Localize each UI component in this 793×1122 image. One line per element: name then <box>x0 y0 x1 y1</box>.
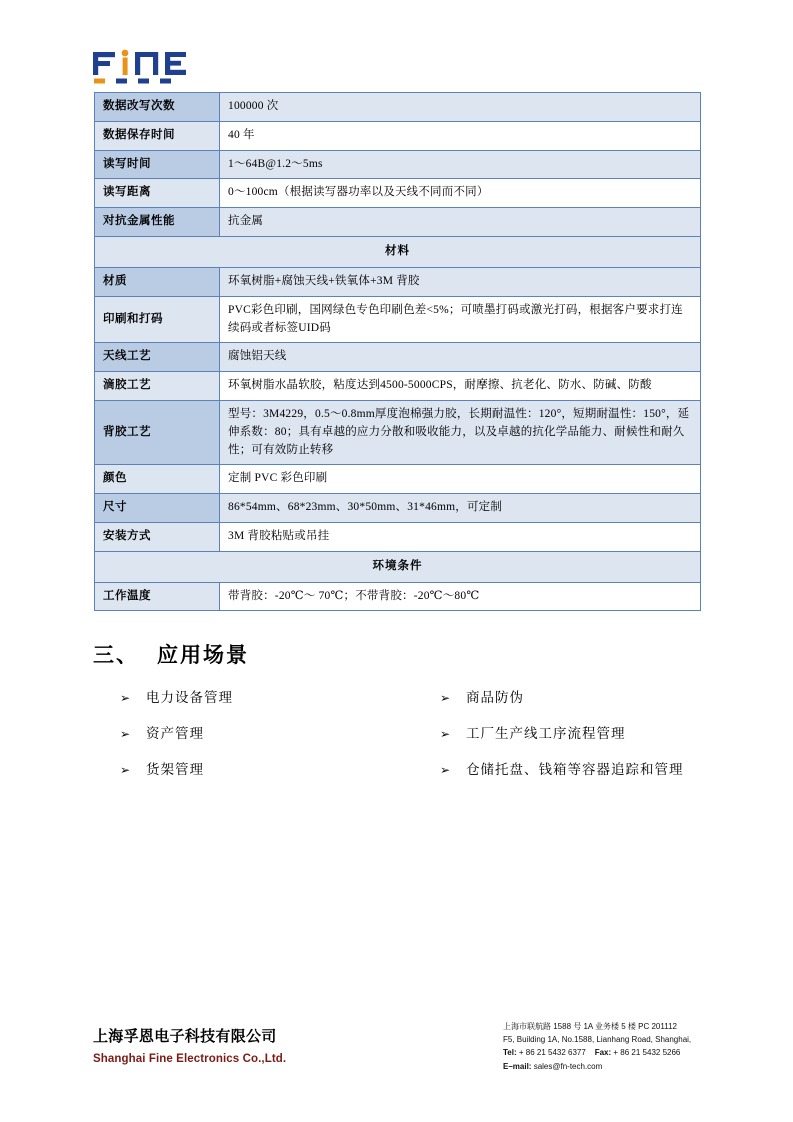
spec-value: 环氧树脂+腐蚀天线+铁氧体+3M 背胶 <box>220 267 701 296</box>
table-section-header <box>95 237 701 268</box>
tel-label: Tel: <box>503 1048 517 1058</box>
spec-value: PVC彩色印刷，国网绿色专色印刷色差<5%；可喷墨打码或激光打码，根据客户要求打连续码或者标签UID码 <box>220 296 701 343</box>
email-value: sales@fn-tech.com <box>533 1061 603 1071</box>
footer-email-line <box>503 1060 691 1073</box>
section-number: 三、 <box>93 643 139 667</box>
spec-value: 带背胶：-20℃～ 70℃；不带背胶：-20℃～80℃ <box>220 582 701 611</box>
spec-label: 背胶工艺 <box>95 400 220 464</box>
arrow-bullet-icon: ➢ <box>120 763 132 777</box>
footer-address-cn: 上海市联航路 1588 号 1A 业务楼 5 楼 PC 201112 <box>503 1022 677 1031</box>
arrow-bullet-icon: ➢ <box>440 727 452 741</box>
fax-value: + 86 21 5432 5266 <box>613 1048 681 1058</box>
spec-value: 环氧树脂水晶软胶，粘度达到4500-5000CPS，耐摩擦、抗老化、防水、防碱、防酸 <box>220 372 701 401</box>
footer-contact-block <box>503 1020 691 1073</box>
table-row <box>95 267 701 296</box>
spec-label: 安装方式 <box>95 523 220 552</box>
specification-table <box>94 92 701 611</box>
table-row <box>95 93 701 122</box>
spec-value: 40 年 <box>220 121 701 150</box>
spec-label: 数据改写次数 <box>95 93 220 122</box>
list-item <box>440 722 720 742</box>
section-heading-applications <box>93 639 249 669</box>
spec-label: 读写时间 <box>95 150 220 179</box>
fine-logo-icon <box>91 46 191 86</box>
list-item <box>120 722 440 742</box>
arrow-bullet-icon: ➢ <box>120 727 132 741</box>
footer-company-en: Shanghai Fine Electronics Co.,Ltd. <box>93 1053 287 1065</box>
footer-company-block <box>93 1025 286 1065</box>
table-row <box>95 296 701 343</box>
spec-label: 材质 <box>95 267 220 296</box>
section-title-environment: 环境条件 <box>95 551 701 582</box>
table-row <box>95 465 701 494</box>
list-item <box>440 686 720 706</box>
footer-company-cn: 上海孚恩电子科技有限公司 <box>93 1028 277 1045</box>
table-row <box>95 150 701 179</box>
tel-value: + 86 21 5432 6377 <box>518 1048 586 1058</box>
spec-value: 定制 PVC 彩色印刷 <box>220 465 701 494</box>
list-item <box>120 758 440 778</box>
list-item-label: 电力设备管理 <box>146 690 233 705</box>
spec-label: 工作温度 <box>95 582 220 611</box>
spec-value: 100000 次 <box>220 93 701 122</box>
section-title: 应用场景 <box>157 643 249 667</box>
spec-label: 滴胶工艺 <box>95 372 220 401</box>
spec-value: 抗金属 <box>220 208 701 237</box>
spec-label: 对抗金属性能 <box>95 208 220 237</box>
list-item-label: 资产管理 <box>146 726 204 741</box>
email-label: E–mail: <box>503 1061 532 1071</box>
table-row <box>95 208 701 237</box>
table-row <box>95 582 701 611</box>
list-item <box>120 686 440 706</box>
section-title-material: 材料 <box>95 237 701 268</box>
list-item-label: 仓储托盘、钱箱等容器追踪和管理 <box>466 762 684 777</box>
list-item-label: 商品防伪 <box>466 690 524 705</box>
list-item <box>440 758 720 778</box>
table-row <box>95 372 701 401</box>
spec-label: 天线工艺 <box>95 343 220 372</box>
footer-address-en: F5, Building 1A, No.1588, Lianhang Road, Shanghai, <box>503 1035 692 1045</box>
spec-value: 0～100cm（根据读写器功率以及天线不同而不同） <box>220 179 701 208</box>
table-row <box>95 494 701 523</box>
spec-label: 颜色 <box>95 465 220 494</box>
footer-phone-line <box>503 1046 691 1059</box>
arrow-bullet-icon: ➢ <box>120 691 132 705</box>
table-row <box>95 343 701 372</box>
spec-value: 3M 背胶粘贴或吊挂 <box>220 523 701 552</box>
spec-value: 型号：3M4229，0.5～0.8mm厚度泡棉强力胶，长期耐温性：120°，短期耐温性：150°，延伸系数：80；具有卓越的应力分散和吸收能力，以及卓越的抗化学品能力、耐候性和耐久性；可有效防止转移 <box>220 400 701 464</box>
company-logo <box>91 46 191 86</box>
spec-label: 读写距离 <box>95 179 220 208</box>
list-item-label: 工厂生产线工序流程管理 <box>466 726 626 741</box>
list-item-label: 货架管理 <box>146 762 204 777</box>
spec-value: 1～64B@1.2～5ms <box>220 150 701 179</box>
spec-label: 印刷和打码 <box>95 296 220 343</box>
spec-label: 数据保存时间 <box>95 121 220 150</box>
spec-value: 腐蚀铝天线 <box>220 343 701 372</box>
table-row <box>95 179 701 208</box>
fax-label: Fax: <box>594 1048 612 1058</box>
table-row <box>95 121 701 150</box>
spec-value: 86*54mm、68*23mm、30*50mm、31*46mm，可定制 <box>220 494 701 523</box>
arrow-bullet-icon: ➢ <box>440 763 452 777</box>
application-scenarios-list <box>120 686 720 778</box>
arrow-bullet-icon: ➢ <box>440 691 452 705</box>
spec-label: 尺寸 <box>95 494 220 523</box>
table-section-header <box>95 551 701 582</box>
table-row <box>95 523 701 552</box>
table-row <box>95 400 701 464</box>
